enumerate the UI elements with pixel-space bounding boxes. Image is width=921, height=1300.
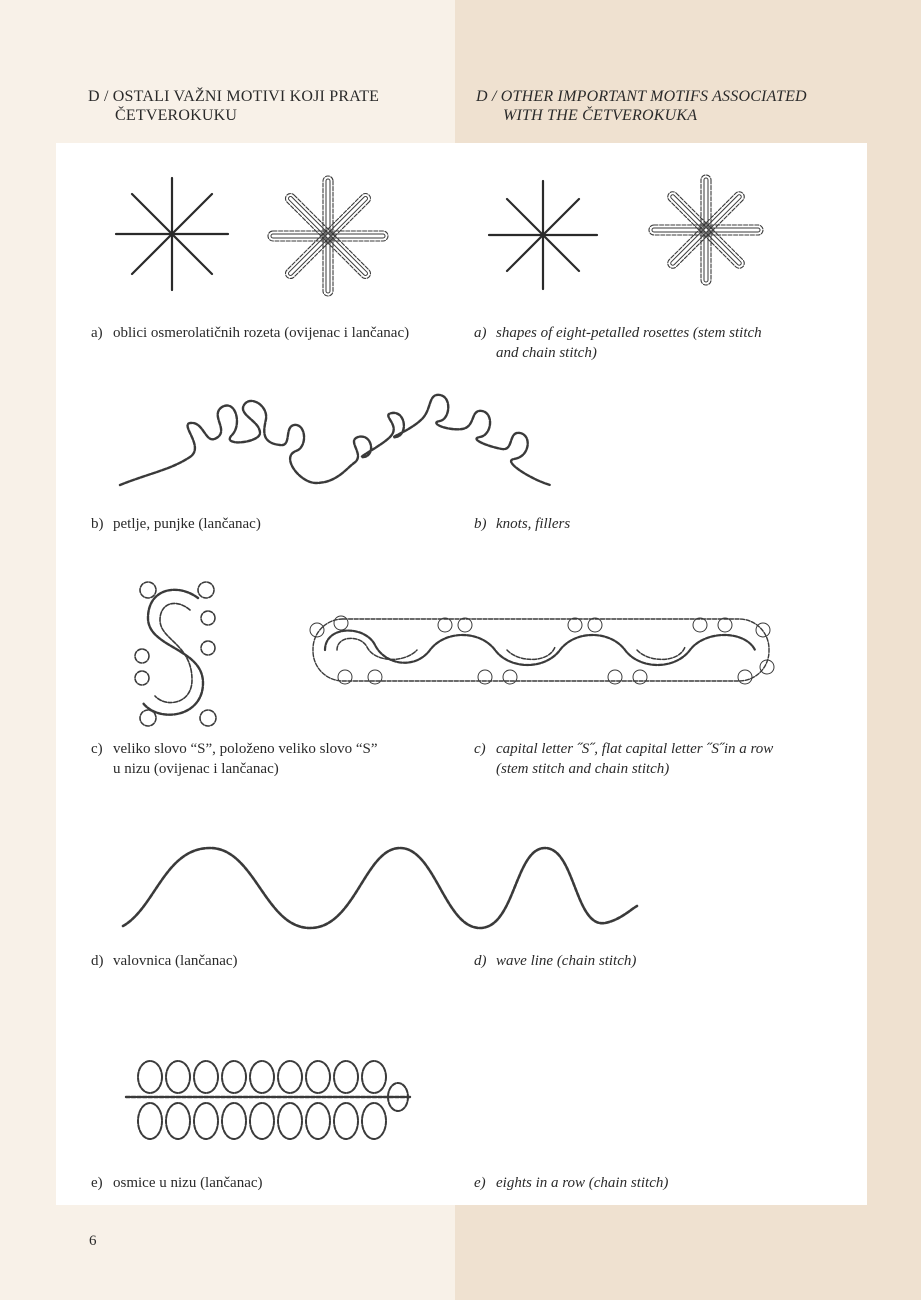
- page-number: 6: [89, 1233, 97, 1249]
- caption-text: petlje, punjke (lančanac): [113, 516, 261, 532]
- rosette-stem-stitch-illustration: [485, 175, 605, 295]
- heading-line: ČETVEROKUKU: [115, 107, 238, 124]
- heading-line: D / OTHER IMPORTANT MOTIFS ASSOCIATED: [476, 88, 807, 105]
- caption-text: capital letter ˝S˝, flat capital letter ˝S˝in a row: [496, 741, 774, 757]
- caption-text: knots, fillers: [496, 516, 571, 532]
- capital-s-illustration: [128, 578, 228, 733]
- caption-letter: a): [474, 325, 487, 341]
- caption-text: shapes of eight-petalled rosettes (stem stitch: [496, 325, 762, 341]
- caption-text: veliko slovo “S”, položeno veliko slovo “S”: [113, 741, 378, 757]
- rosette-chain-stitch-illustration: [643, 170, 773, 290]
- caption-text: oblici osmerolatičnih rozeta (ovijenac i lančanac): [113, 325, 410, 341]
- caption-text: eights in a row (chain stitch): [496, 1175, 669, 1191]
- wave-line-illustration: [115, 838, 645, 938]
- caption-e-croatian: [91, 1174, 263, 1194]
- loops-fillers-illustration: [110, 385, 560, 500]
- caption-letter: e): [91, 1175, 103, 1191]
- eights-row-illustration: [120, 1055, 420, 1150]
- flat-s-row-illustration: [305, 605, 780, 690]
- caption-b-croatian: [91, 515, 261, 535]
- rosette-chain-stitch-illustration: [260, 170, 400, 310]
- caption-letter: b): [474, 516, 487, 532]
- caption-letter: a): [91, 325, 103, 341]
- caption-c-english: [474, 740, 773, 779]
- caption-letter: c): [91, 741, 103, 757]
- caption-text: and chain stitch): [496, 344, 597, 361]
- caption-c-croatian: [91, 740, 378, 779]
- section-heading-english: [476, 87, 807, 125]
- caption-text: u nizu (ovijenac i lančanac): [113, 760, 279, 777]
- caption-text: valovnica (lančanac): [113, 953, 238, 969]
- caption-a-croatian: [91, 324, 409, 344]
- caption-b-english: [474, 515, 570, 535]
- section-heading-croatian: [88, 87, 379, 125]
- caption-e-english: [474, 1174, 668, 1194]
- caption-letter: e): [474, 1175, 486, 1191]
- caption-a-english: [474, 324, 762, 363]
- caption-letter: d): [91, 953, 104, 969]
- caption-text: osmice u nizu (lančanac): [113, 1175, 263, 1191]
- heading-line: WITH THE ČETVEROKUKA: [503, 107, 698, 124]
- caption-text: wave line (chain stitch): [496, 953, 637, 969]
- caption-letter: d): [474, 953, 487, 969]
- caption-d-english: [474, 952, 636, 972]
- caption-letter: b): [91, 516, 104, 532]
- caption-d-croatian: [91, 952, 238, 972]
- heading-line: D / OSTALI VAŽNI MOTIVI KOJI PRATE: [88, 88, 380, 105]
- caption-text: (stem stitch and chain stitch): [496, 760, 670, 777]
- caption-letter: c): [474, 741, 486, 757]
